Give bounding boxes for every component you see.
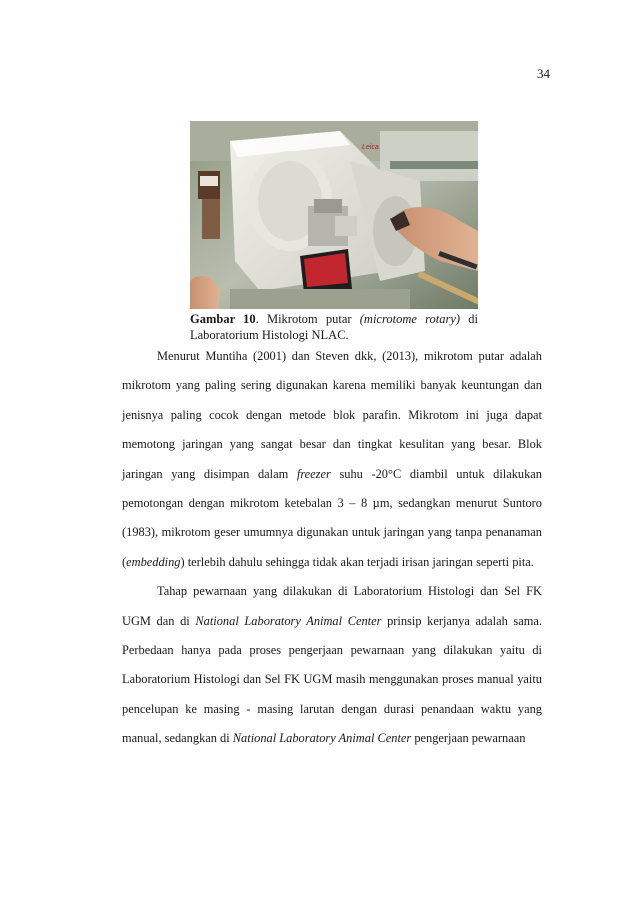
paragraph-term: National Laboratory Animal Center: [232, 731, 412, 746]
paragraph-text: prinsip kerjanya adalah sama. Perbedaan hanya pada proses pengerjaan pewarnaan yang dilakukan yaitu di Laboratorium Histologi dan Sel FK UGM masih menggunakan proses manual yaitu pencelupan ke masing - masing larutan dengan durasi penandaan waktu yang manual, sedangkan di: [122, 613, 542, 746]
caption-text: di Laboratorium Histologi NLAC.: [190, 312, 478, 342]
leica-logo: Leica: [362, 144, 379, 151]
microtome-photo: [190, 121, 478, 309]
page-number: 34: [537, 66, 550, 81]
figure-caption: [190, 311, 478, 343]
paragraph-text: ) terlebih dahulu sehingga tidak akan terjadi irisan jaringan seperti pita.: [180, 554, 534, 569]
paragraph-term: embedding: [126, 554, 181, 569]
paragraph-text: Menurut Muntiha (2001) dan Steven dkk, (2013), mikrotom putar adalah mikrotom yang paling sering digunakan karena memiliki banyak keuntungan dan jenisnya paling cocok dengan metode blok parafin. Mikrotom ini juga dapat memotong jaringan yang sangat besar dan tingkat kesulitan yang besar. Blok jaringan yang disimpan dalam: [122, 349, 542, 481]
paragraph-text: suhu -20°C diambil untuk dilakukan pemotongan dengan mikrotom ketebalan 3 – 8 µm, sedangkan menurut Suntoro (1983), mikrotom geser umumnya digunakan untuk jaringan yang tanpa penanaman (: [122, 466, 543, 569]
caption-separator: . Mikrotom putar: [255, 312, 360, 326]
paragraph-term: National Laboratory Animal Center: [195, 613, 382, 628]
paragraph-1: [122, 342, 542, 577]
paragraph-2: [122, 577, 542, 753]
paragraph-term: freezer: [296, 466, 331, 481]
paragraph-text: Tahap pewarnaan yang dilakukan di Laboratorium Histologi dan Sel FK UGM dan di: [122, 584, 542, 628]
caption-label: Gambar 10: [190, 312, 256, 326]
paragraph-text: pengerjaan pewarnaan: [411, 731, 526, 746]
figure-photo: [190, 121, 478, 309]
body-text: [122, 342, 542, 754]
caption-term: (microtome rotary): [359, 312, 461, 326]
